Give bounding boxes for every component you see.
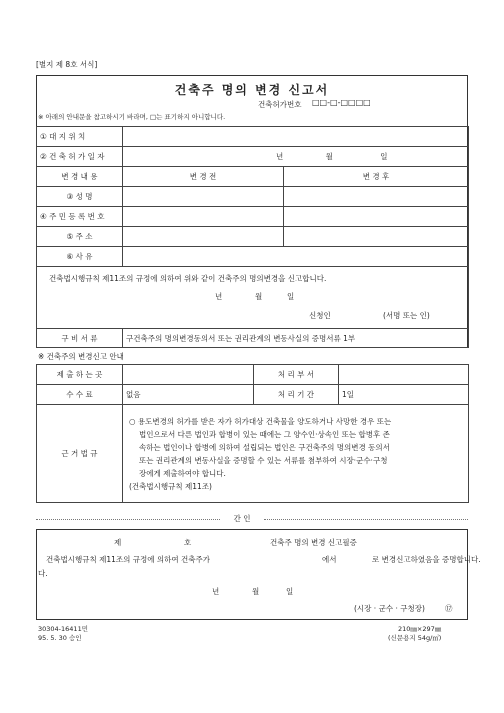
dept-value: [339, 365, 469, 385]
permit-date-day: 일: [380, 152, 388, 161]
paper-size: 210㎜×297㎜: [398, 625, 442, 633]
period-value: 1일: [339, 385, 469, 405]
basis-line: ○ 용도변경의 허가를 받은 자가 허가대상 건축물을 양도하거나 사망한 경우 또는: [129, 416, 392, 426]
id-number-label: ④ 주 민 등 록 번 호: [37, 207, 123, 227]
address-label: ⑤ 주 소: [37, 227, 123, 247]
basis-line: 또는 권리관계의 변동사실을 증명할 수 있는 서류를 첨부하여 시장·군수·구청: [139, 455, 388, 465]
permit-date-year: 년: [276, 152, 284, 161]
receipt-line1-left: 건축법시행규칙 제11조의 규정에 의하여 건축주가: [46, 555, 210, 564]
fee-label: 수 수 료: [37, 385, 123, 405]
basis-line: 법인으로서 다른 법인과 합병이 있는 때에는 그 양수인·상속인 또는 합병후 존: [139, 429, 390, 439]
submit-place-value: [123, 365, 254, 385]
receipt-issuer: (시장 · 군수 · 구청장): [354, 604, 425, 613]
after-header: 변 경 후: [284, 167, 469, 187]
permit-date-label: ② 건 축 허 가 일 자: [37, 147, 123, 167]
permit-date-field[interactable]: [123, 147, 469, 167]
receipt-day: 일: [286, 587, 294, 596]
form-notice: ※ 아래의 안내문을 참고하시기 바라며, □는 표기하지 아니합니다.: [38, 113, 226, 121]
basis-reference: (건축법시행규칙 제11조): [129, 481, 212, 491]
cut-label: 간 인: [233, 514, 251, 523]
sign-day: 일: [287, 292, 295, 301]
basis-label: 근 거 법 규: [37, 405, 123, 503]
basis-line: 속하는 법인이나 합병에 의하여 설립되는 법인은 구건축주의 명의변경 동의서: [139, 442, 390, 452]
change-content-label: 변 경 내 용: [37, 167, 123, 187]
receipt-title: 건축주 명의 변경 신고필증: [270, 538, 357, 547]
declaration-block: [37, 267, 469, 329]
guide-heading: ※ 건축주의 변경신고 안내: [38, 352, 124, 361]
basis-line: 장에게 제출하여야 합니다.: [139, 468, 226, 478]
form-title: 건축주 명의 변경 신고서: [174, 83, 330, 97]
receipt-line2: 다.: [38, 569, 48, 578]
receipt-no-suffix: 호: [184, 538, 192, 547]
receipt-month: 월: [252, 587, 260, 596]
receipt-line1-mid: 에서: [322, 555, 337, 564]
name-after-field[interactable]: [284, 187, 469, 207]
dept-label: 처 리 부 서: [254, 365, 339, 385]
reason-label: ⑥ 사 유: [37, 247, 123, 267]
paper-type: (신문용지 54g/㎡): [388, 634, 442, 642]
basis-text: [123, 405, 469, 503]
fee-value: 없음: [123, 385, 254, 405]
receipt-no-label: 제: [114, 538, 122, 547]
form-code: 30304-16411민: [38, 625, 88, 633]
sign-year: 년: [215, 292, 223, 301]
documents-value: 구건축주의 명의변경동의서 또는 권리관계의 변동사실의 증명서류 1부: [123, 329, 469, 348]
permit-number-boxes[interactable]: □□-□-□□□□: [312, 98, 371, 107]
receipt-year: 년: [212, 587, 220, 596]
id-after-field[interactable]: [284, 207, 469, 227]
reason-field[interactable]: [123, 247, 469, 267]
documents-label: 구 비 서 류: [37, 329, 123, 348]
sign-month: 월: [255, 292, 263, 301]
location-field[interactable]: [123, 127, 469, 147]
application-table: [36, 126, 469, 348]
address-before-field[interactable]: [123, 227, 284, 247]
permit-number-label: 건축허가번호: [258, 100, 302, 109]
id-before-field[interactable]: [123, 207, 284, 227]
signature-field[interactable]: (서명 또는 인): [383, 311, 430, 320]
submit-place-label: 제 출 하 는 곳: [37, 365, 123, 385]
approval-date: 95. 5. 30 승인: [38, 634, 82, 642]
permit-date-month: 월: [325, 152, 333, 161]
annex-label: [별지 제 8호 서식]: [36, 60, 98, 69]
location-label: ① 대 지 위 치: [37, 127, 123, 147]
seal-mark: ⑰: [445, 604, 453, 613]
before-header: 변 경 전: [123, 167, 284, 187]
period-label: 처 리 기 간: [254, 385, 339, 405]
receipt-line1-right: 로 변경신고하였음을 증명합니다.: [372, 555, 481, 564]
guide-table: [36, 364, 469, 503]
declaration-statement: 건축법시행규칙 제11조의 규정에 의하여 위와 같이 건축주의 명의변경을 신고합니다.: [49, 274, 327, 283]
cut-line-left: [36, 519, 220, 520]
name-before-field[interactable]: [123, 187, 284, 207]
cut-line-right: [264, 519, 468, 520]
name-label: ③ 성 명: [37, 187, 123, 207]
applicant-label: 신청인: [309, 311, 331, 320]
address-after-field[interactable]: [284, 227, 469, 247]
